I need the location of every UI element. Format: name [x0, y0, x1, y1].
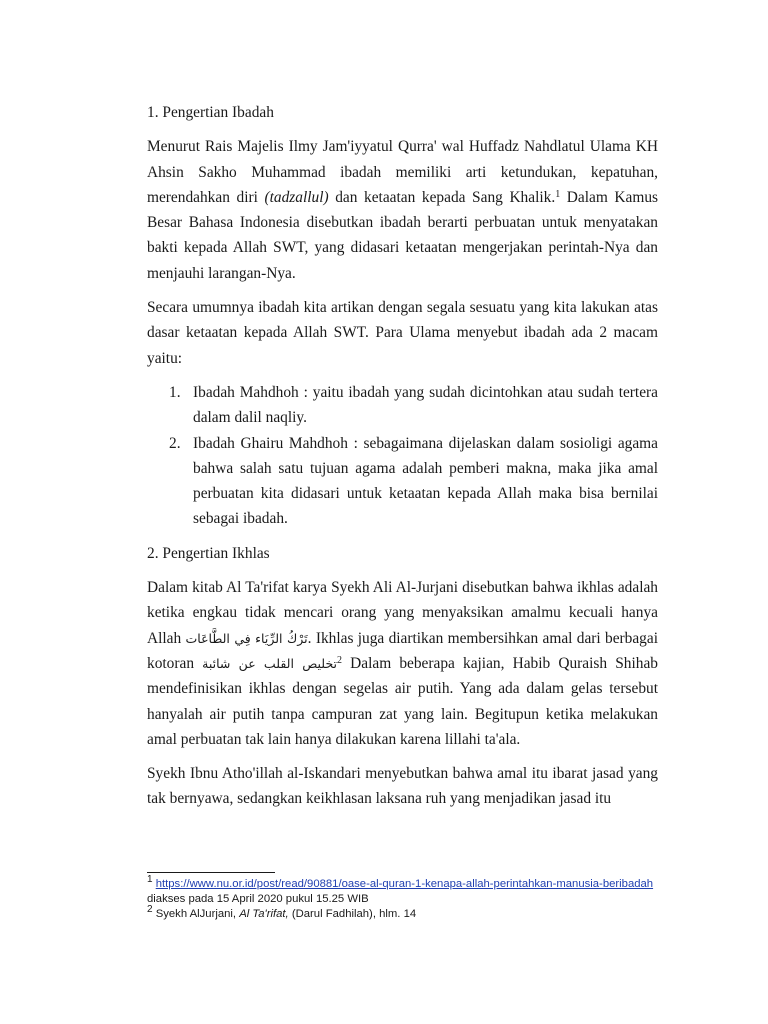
footnote-2-author: Syekh AlJurjani,: [152, 908, 240, 921]
section2-heading: 2. Pengertian Ikhlas: [147, 544, 270, 562]
footnote-2-number: 2: [147, 904, 153, 916]
footnote-ref-2[interactable]: 2: [337, 654, 342, 666]
section1-paragraph-1: [147, 134, 658, 286]
footnotes: [147, 872, 658, 922]
section2-p1-text-c: Dalam beberapa kajian, Habib Quraish Shihab mendefinisikan ikhlas dengan segelas air putih. Yang ada dalam gelas tersebut hanyalah air putih tanpa campuran zat yang lain. Begitupun ketika melakukan amal perbuatan tak lain hanya dilakukan karena lillahi ta'ala.: [147, 654, 658, 748]
section1-paragraph-2: Secara umumnya ibadah kita artikan dengan segala sesuatu yang kita lakukan atas dasar ketaatan kepada Allah SWT. Para Ulama menyebut ibadah ada 2 macam yaitu:: [147, 299, 658, 367]
list-item-number: 2.: [169, 434, 181, 452]
ibadah-types-list: [147, 380, 658, 532]
footnote-2-publisher: (Darul Fadhilah), hlm. 14: [288, 908, 417, 921]
footnote-1: [147, 874, 658, 907]
list-item: [147, 431, 658, 532]
section1-p1-text-c: Dalam Kamus Besar Bahasa Indonesia disebutkan ibadah berarti perbuatan untuk menyatakan bakti kepada Allah SWT, yang didasari ketaatan mengerjakan perintah-Nya dan menjauhi larangan-Nya.: [147, 188, 659, 282]
footnote-2: [147, 904, 658, 922]
arabic-phrase-takhlis: تخليص القلب عن شائبة: [202, 655, 337, 671]
section1-p1-text-b: dan ketaatan kepada Sang Khalik.: [328, 188, 556, 206]
section1-heading: 1. Pengertian Ibadah: [147, 104, 274, 121]
list-item-text: Ibadah Mahdhoh : yaitu ibadah yang sudah dicintohkan atau sudah tertera dalam dalil naqliy.: [193, 383, 658, 427]
footnote-separator: [147, 872, 275, 873]
section2-p1-text-a: Dalam kitab Al Ta'rifat karya Syekh Ali Al-Jurjani disebutkan bahwa ikhlas adalah ketika engkau tidak mencari orang yang menyaksikan amalmu kecuali hanya Allah: [147, 579, 658, 647]
footnote-2-title: Al Ta'rifat,: [239, 908, 289, 921]
tadzallul-term: (tadzallul): [264, 188, 329, 206]
section2-p1-text-b: . Ikhlas juga diartikan membersihkan amal dari berbagai kotoran: [147, 629, 658, 672]
list-item-text: Ibadah Ghairu Mahdhoh : sebagaimana dijelaskan dalam sosioligi agama bahwa salah satu tujuan agama adalah pemberi makna, maka jika amal perbuatan kita didasari untuk ketaatan kepada Allah maka bisa bernilai sebagai ibadah.: [193, 434, 658, 528]
footnote-ref-1[interactable]: 1: [555, 188, 561, 200]
list-item: [147, 380, 658, 431]
arabic-phrase-riya: تَرْكُ الرِّيَاء فِي الطَّاعَات: [185, 630, 308, 646]
section1-p1-text-a: Menurut Rais Majelis Ilmy Jam'iyyatul Qurra' wal Huffadz Nahdlatul Ulama KH Ahsin Sakho Muhammad ibadah memiliki arti ketundukan, kepatuhan, merendahkan diri: [147, 138, 658, 206]
body-text: [147, 100, 658, 821]
list-item-number: 1.: [169, 383, 181, 401]
footnote-1-number: 1: [147, 874, 153, 886]
footnote-1-link[interactable]: https://www.nu.or.id/post/read/90881/oase-al-quran-1-kenapa-allah-perintahkan-manusia-beribadah: [155, 878, 654, 891]
footnote-1-text: diakses pada 15 April 2020 pukul 15.25 WIB: [147, 893, 369, 906]
section2-paragraph-1: [147, 575, 658, 752]
section2-paragraph-2: Syekh Ibnu Atho'illah al-Iskandari menyebutkan bahwa amal itu ibarat jasad yang tak bernyawa, sedangkan keikhlasan laksana ruh yang menjadikan jasad itu: [147, 765, 658, 808]
